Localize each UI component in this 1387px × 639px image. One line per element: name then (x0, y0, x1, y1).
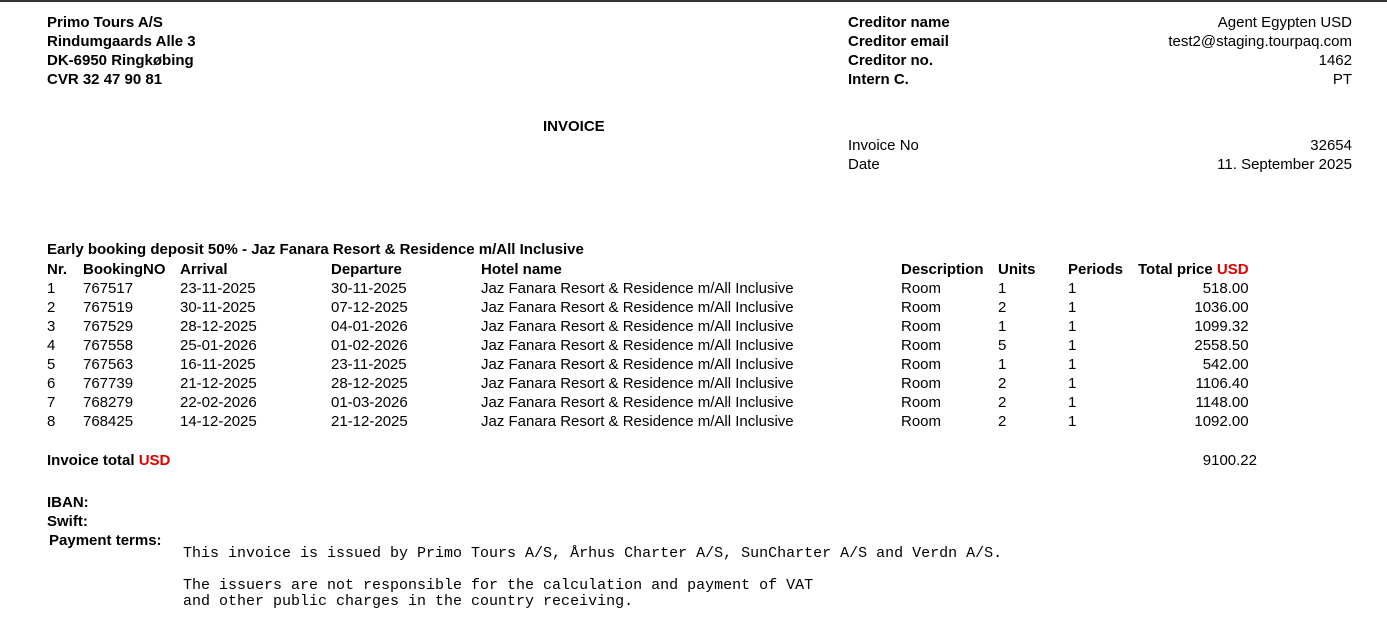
col-total-price (1138, 260, 1249, 279)
creditor-name-value: Agent Egypten USD (1217, 14, 1352, 31)
cell-nr: 4 (47, 337, 56, 354)
cell-units: 5 (998, 337, 1007, 354)
cell-nr: 2 (47, 299, 56, 316)
cell-departure: 23-11-2025 (331, 356, 407, 373)
cell-description: Room (901, 394, 942, 411)
cell-total-price: 542.00 (1202, 356, 1249, 373)
cell-arrival: 16-11-2025 (180, 356, 256, 373)
cell-units: 1 (998, 356, 1007, 373)
col-description: Description (901, 261, 984, 278)
cell-total-price: 518.00 (1202, 280, 1249, 297)
creditor-email-label: Creditor email (848, 33, 949, 50)
cell-nr: 5 (47, 356, 56, 373)
invoice-title: INVOICE (543, 118, 605, 135)
cell-booking-no: 768279 (83, 394, 134, 411)
cell-units: 2 (998, 394, 1007, 411)
cell-departure: 30-11-2025 (331, 280, 407, 297)
cell-nr: 8 (47, 413, 56, 430)
cell-booking-no: 767517 (83, 280, 134, 297)
cell-departure: 07-12-2025 (331, 299, 408, 316)
cell-booking-no: 767529 (83, 318, 134, 335)
cell-hotel-name: Jaz Fanara Resort & Residence m/All Inclusive (481, 394, 794, 411)
cell-total-price: 1148.00 (1195, 394, 1249, 411)
cell-description: Room (901, 280, 942, 297)
terms-line-1: This invoice is issued by Primo Tours A/S, Århus Charter A/S, SunCharter A/S and Verdn A/S. (183, 545, 1003, 562)
cell-periods: 1 (1068, 299, 1077, 316)
cell-nr: 1 (47, 280, 56, 297)
cell-hotel-name: Jaz Fanara Resort & Residence m/All Inclusive (481, 299, 794, 316)
invoice-no-value: 32654 (1310, 137, 1352, 154)
cell-arrival: 30-11-2025 (180, 299, 256, 316)
table-row (47, 412, 1249, 431)
cell-departure: 28-12-2025 (331, 375, 408, 392)
cell-description: Room (901, 375, 942, 392)
terms-line-2: The issuers are not responsible for the calculation and payment of VAT (183, 577, 814, 594)
cell-hotel-name: Jaz Fanara Resort & Residence m/All Inclusive (481, 318, 794, 335)
cell-description: Room (901, 299, 942, 316)
col-hotel-name: Hotel name (481, 261, 562, 278)
table-row (47, 279, 1249, 298)
table-row (47, 393, 1249, 412)
cell-booking-no: 767519 (83, 299, 134, 316)
payment-terms-label: Payment terms: (49, 532, 162, 549)
cell-description: Room (901, 318, 942, 335)
cell-booking-no: 767563 (83, 356, 134, 373)
cell-periods: 1 (1068, 375, 1077, 392)
cell-arrival: 21-12-2025 (180, 375, 257, 392)
cell-units: 2 (998, 375, 1007, 392)
creditor-no-label: Creditor no. (848, 52, 933, 69)
creditor-name-row (848, 13, 1352, 32)
cell-total-price: 1036.00 (1194, 299, 1249, 316)
invoice-date-label: Date (848, 156, 880, 173)
intern-value: PT (1332, 71, 1352, 88)
cell-departure: 01-02-2026 (331, 337, 408, 354)
cell-total-price: 2558.50 (1194, 337, 1249, 354)
cell-booking-no: 767558 (83, 337, 134, 354)
invoice-no-row (848, 136, 1352, 155)
cell-nr: 7 (47, 394, 56, 411)
cell-units: 2 (998, 299, 1007, 316)
invoice-lines-table (47, 260, 1249, 431)
cell-departure: 01-03-2026 (331, 394, 408, 411)
invoice-total-value: 9100.22 (1202, 452, 1257, 469)
section-title: Early booking deposit 50% - Jaz Fanara Resort & Residence m/All Inclusive (47, 241, 584, 258)
cell-hotel-name: Jaz Fanara Resort & Residence m/All Inclusive (481, 280, 794, 297)
cell-arrival: 14-12-2025 (180, 413, 257, 430)
cell-total-price: 1099.32 (1194, 318, 1249, 335)
cell-periods: 1 (1068, 318, 1077, 335)
col-arrival: Arrival (180, 261, 228, 278)
table-row (47, 317, 1249, 336)
company-city: DK-6950 Ringkøbing (47, 52, 194, 69)
cell-description: Room (901, 356, 942, 373)
cell-nr: 3 (47, 318, 56, 335)
creditor-info (848, 13, 1352, 89)
company-address (47, 13, 196, 89)
cell-hotel-name: Jaz Fanara Resort & Residence m/All Inclusive (481, 337, 794, 354)
cell-periods: 1 (1068, 337, 1077, 354)
invoice-total-currency: USD (138, 452, 171, 469)
cell-booking-no: 767739 (83, 375, 134, 392)
cell-units: 1 (998, 318, 1007, 335)
creditor-no-value: 1462 (1318, 52, 1352, 69)
invoice-no-label: Invoice No (848, 137, 919, 154)
cell-departure: 04-01-2026 (331, 318, 408, 335)
company-street: Rindumgaards Alle 3 (47, 33, 196, 50)
col-total-price-label: Total price (1138, 261, 1213, 278)
cell-arrival: 25-01-2026 (180, 337, 257, 354)
invoice-date-value: 11. September 2025 (1217, 156, 1352, 173)
cell-total-price: 1106.40 (1195, 375, 1249, 392)
col-units: Units (998, 261, 1036, 278)
cell-units: 2 (998, 413, 1007, 430)
creditor-email-row (848, 32, 1352, 51)
cell-booking-no: 768425 (83, 413, 134, 430)
iban-label: IBAN: (47, 494, 89, 511)
cell-arrival: 23-11-2025 (180, 280, 256, 297)
swift-label: Swift: (47, 513, 88, 530)
cell-periods: 1 (1068, 394, 1077, 411)
cell-periods: 1 (1068, 413, 1077, 430)
table-row (47, 355, 1249, 374)
col-currency: USD (1216, 261, 1249, 278)
invoice-total-label (47, 452, 170, 469)
invoice-date-row (848, 155, 1352, 174)
table-row (47, 336, 1249, 355)
table-row (47, 298, 1249, 317)
cell-hotel-name: Jaz Fanara Resort & Residence m/All Inclusive (481, 375, 794, 392)
creditor-name-label: Creditor name (848, 14, 950, 31)
cell-description: Room (901, 413, 942, 430)
col-departure: Departure (331, 261, 402, 278)
creditor-no-row (848, 51, 1352, 70)
company-name: Primo Tours A/S (47, 14, 163, 31)
cell-hotel-name: Jaz Fanara Resort & Residence m/All Inclusive (481, 413, 794, 430)
cell-departure: 21-12-2025 (331, 413, 408, 430)
col-booking-no: BookingNO (83, 261, 166, 278)
invoice-total-text: Invoice total (47, 452, 135, 469)
company-cvr: CVR 32 47 90 81 (47, 71, 163, 88)
cell-total-price: 1092.00 (1194, 413, 1249, 430)
cell-arrival: 22-02-2026 (180, 394, 257, 411)
intern-row (848, 70, 1352, 89)
cell-periods: 1 (1068, 356, 1077, 373)
table-header-row (47, 260, 1249, 279)
cell-description: Room (901, 337, 942, 354)
cell-units: 1 (998, 280, 1007, 297)
col-periods: Periods (1068, 261, 1124, 278)
table-body (47, 279, 1249, 431)
invoice-info (848, 136, 1352, 174)
cell-nr: 6 (47, 375, 56, 392)
col-nr: Nr. (47, 261, 68, 278)
cell-arrival: 28-12-2025 (180, 318, 257, 335)
cell-periods: 1 (1068, 280, 1077, 297)
table-row (47, 374, 1249, 393)
creditor-email-value: test2@staging.tourpaq.com (1168, 33, 1352, 50)
intern-label: Intern C. (848, 71, 909, 88)
terms-line-3: and other public charges in the country receiving. (183, 593, 634, 610)
cell-hotel-name: Jaz Fanara Resort & Residence m/All Inclusive (481, 356, 794, 373)
